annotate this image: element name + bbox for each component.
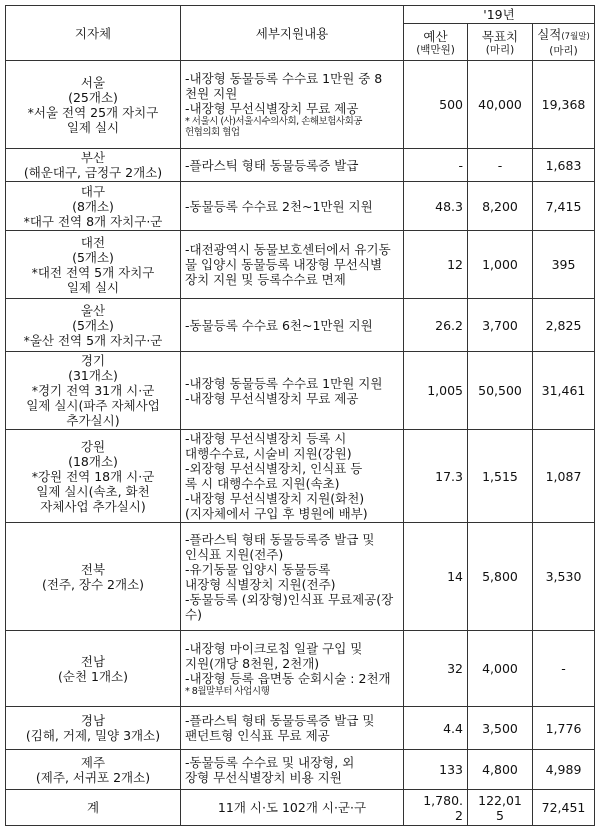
target-value: 8,200 [482,198,518,214]
region-cell [6,231,181,299]
target-cell [468,750,533,790]
budget-value: 48.3 [435,198,463,214]
budget-value: 14 [447,569,463,584]
budget-cell [404,149,468,182]
region-cell [6,631,181,707]
actual-cell [533,61,595,149]
region-cell [6,707,181,750]
table-row [6,631,595,707]
actual-value: 2,825 [545,317,582,333]
target-cell [468,352,533,430]
target-cell [468,430,533,523]
actual-cell [533,523,595,631]
detail-text: -동물등록 수수료 6천~1만원 지원 [185,317,373,333]
actual-label: 실적 [537,27,562,42]
detail-text: -플라스틱 형태 동물등록증 발급 및 인식표 지원(전주) -유기동물 입양시 동물등록 내장형 식별장치 지원(전주) -동물등록 (외장형)인식표 무료제공(장수) [185,531,394,622]
target-value: 5,800 [482,569,518,584]
detail-text: -동물등록 수수료 및 내장형, 외 장형 무선식별장치 비용 지원 [185,754,355,785]
region-cell [6,750,181,790]
detail-cell [181,523,404,631]
header-target [468,24,533,61]
detail-text: -대전광역시 동물보호센터에서 유기동 물 입양시 동물등록 내장형 무선식별 장치 지원 및 등록수수료 면제 [185,242,391,287]
budget-value: 32 [447,661,463,676]
region-name: 대전 (5개소) *대전 전역 5개 자치구 일제 실시 [31,234,155,295]
region-name: 강원 (18개소) *강원 전역 18개 시·군 일제 실시(속초, 화천 자체사업 추가실시) [31,438,155,514]
target-value: 1,000 [482,257,518,272]
table-row [6,231,595,299]
actual-value: 3,530 [545,569,582,584]
actual-note: (7월말) [561,32,590,42]
detail-cell [181,61,404,149]
region-name: 전남 (순천 1개소) [58,653,128,684]
actual-cell [533,750,595,790]
detail-cell [181,707,404,750]
detail-note: * 8월말부터 사업시행 [185,685,270,697]
actual-value: 1,683 [545,157,582,173]
actual-cell [533,352,595,430]
target-value: 3,700 [482,317,518,333]
support-table [5,5,595,826]
target-cell [468,631,533,707]
budget-value: - [458,157,463,173]
target-value: 4,800 [482,762,518,777]
region-name: 경기 (31개소) *경기 전역 31개 시·군 일제 실시(파주 자체사업 추가실시) [26,353,160,428]
budget-value: 500 [439,97,463,112]
target-cell [468,182,533,231]
region-name: 제주 (제주, 서귀포 2개소) [35,754,151,785]
budget-value: 26.2 [435,317,463,333]
actual-value: 7,415 [545,198,582,214]
table-row [6,299,595,352]
target-value: - [497,157,503,173]
region-cell [6,299,181,352]
region-cell [6,352,181,430]
detail-cell [181,149,404,182]
actual-cell [533,299,595,352]
table-row [6,430,595,523]
region-cell [6,61,181,149]
table-row [6,149,595,182]
region-name: 울산 (5개소) *울산 전역 5개 자치구·군 [23,302,163,348]
table-row [6,750,595,790]
actual-cell [533,430,595,523]
table-row [6,352,595,430]
target-cell [468,61,533,149]
detail-cell [181,352,404,430]
budget-label: 예산 [423,28,448,44]
header-budget [404,24,468,61]
budget-value: 4.4 [443,720,463,736]
target-cell [468,231,533,299]
actual-cell [533,631,595,707]
budget-cell [404,430,468,523]
header-year: '19년 [404,6,595,24]
actual-unit: (마리) [549,45,578,57]
target-label: 목표치 [481,28,519,44]
budget-unit: (백만원) [416,43,455,56]
budget-cell [404,750,468,790]
actual-value: 31,461 [541,383,586,398]
budget-cell [404,352,468,430]
detail-cell [181,182,404,231]
table-row [6,523,595,631]
region-name: 서울 (25개소) *서울 전역 25개 자치구 일제 실시 [27,74,159,135]
budget-value: 1,005 [427,383,463,398]
header-detail: 세부지원내용 [181,6,404,61]
target-value: 3,500 [482,720,518,736]
region-name: 대구 (8개소) *대구 전역 8개 자치구·군 [23,183,163,229]
detail-note: * 서울시 (사)서울시수의사회, 손해보험사회공 헌협의회 협업 [185,116,362,138]
actual-value: 1,776 [545,720,582,736]
total-detail: 11개 시·도 102개 시·군·구 [181,790,404,826]
detail-text: -플라스틱 형태 동물등록증 발급 [185,157,359,173]
actual-cell [533,149,595,182]
actual-value: - [561,661,566,676]
target-value: 40,000 [478,97,522,112]
actual-value: 1,087 [545,468,582,484]
region-cell [6,182,181,231]
detail-text: -동물등록 수수료 2천~1만원 지원 [185,198,373,214]
total-label: 계 [6,790,181,826]
target-cell [468,707,533,750]
target-unit: (마리) [485,43,515,56]
budget-cell [404,182,468,231]
budget-cell [404,631,468,707]
region-name: 경남 (김해, 거제, 밀양 3개소) [25,713,161,743]
budget-cell [404,231,468,299]
budget-value: 17.3 [435,468,463,484]
region-name: 부산 (해운대구, 금정구 2개소) [23,150,163,180]
detail-text: -내장형 마이크로칩 일괄 구입 및 지원(개당 8천원, 2천개) -내장형 등록 읍면동 순회시술 : 2천개 [185,640,391,686]
table-row [6,707,595,750]
detail-text: -내장형 무선식별장치 등록 시 대행수수료, 시술비 지원(강원) -외장형 무선식별장치, 인식표 등 록 시 대행수수료 지원(속초) -내장형 무선식별장치 지원(화천) (지자체에서 구입 후 병원에 배부) [185,431,368,521]
total-budget: 1,780. 2 [404,790,468,826]
header-actual [533,24,595,61]
detail-text: -내장형 동물등록 수수료 1만원 중 8 천원 지원 -내장형 무선식별장치 무료 제공 [185,71,383,116]
detail-text: -플라스틱 형태 동물등록증 발급 및 팬던트형 인식표 무료 제공 [185,713,375,743]
header-region: 지자체 [6,6,181,61]
actual-value: 19,368 [541,97,586,112]
total-target: 122,01 5 [468,790,533,826]
region-name: 전북 (전주, 장수 2개소) [41,561,145,592]
table-row [6,182,595,231]
target-value: 1,515 [482,468,518,484]
target-cell [468,149,533,182]
region-cell [6,149,181,182]
table-row [6,61,595,149]
actual-cell [533,231,595,299]
detail-text: -내장형 동물등록 수수료 1만원 지원 -내장형 무선식별장치 무료 제공 [185,375,383,406]
budget-cell [404,61,468,149]
budget-value: 12 [447,257,463,272]
detail-cell [181,631,404,707]
target-value: 4,000 [482,661,518,676]
detail-cell [181,430,404,523]
region-cell [6,523,181,631]
detail-cell [181,231,404,299]
detail-cell [181,750,404,790]
total-row [6,790,595,826]
budget-value: 133 [439,762,463,777]
actual-value: 4,989 [545,762,582,777]
actual-cell [533,182,595,231]
budget-cell [404,299,468,352]
budget-cell [404,523,468,631]
total-actual: 72,451 [533,790,595,826]
actual-cell [533,707,595,750]
target-value: 50,500 [478,383,522,398]
target-cell [468,299,533,352]
budget-cell [404,707,468,750]
region-cell [6,430,181,523]
target-cell [468,523,533,631]
detail-cell [181,299,404,352]
actual-value: 395 [551,257,576,272]
